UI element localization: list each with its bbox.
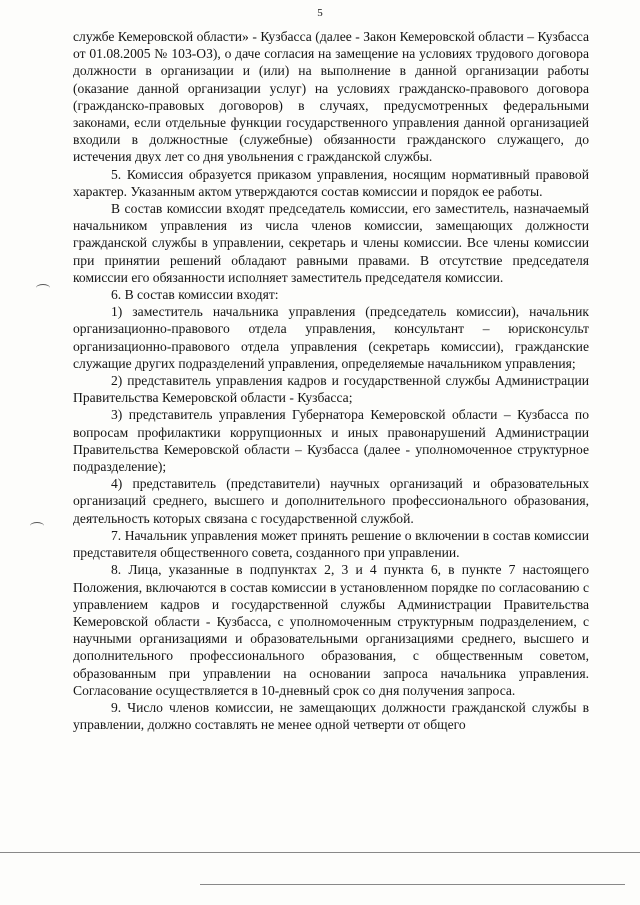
scan-line — [0, 852, 640, 853]
paragraph-commission-members: В состав комиссии входят председатель комиссии, его заместитель, назначаемый начальником управления из числа членов комиссии, замещающих должности гражданской службы в управлении, секретарь и члены комиссии. Все члены комиссии при принятии решений обладают равными правами. В отсутствие председателя комиссии его обязанности исполняет заместитель председателя комиссии. — [73, 201, 589, 285]
subitem-3: 3) представитель управления Губернатора Кемеровской области – Кузбасса по вопросам профилактики коррупционных и иных правонарушений Администрации Правительства Кемеровской области – Кузбасса (далее - уполномоченное структурное подразделение); — [73, 407, 589, 475]
document-body — [73, 28, 589, 733]
paragraph-item-5: 5. Комиссия образуется приказом управления, носящим нормативный правовой характер. Указанным актом утверждаются состав комиссии и порядок ее работы. — [73, 166, 589, 199]
paragraph-continuation: службе Кемеровской области» - Кузбасса (далее - Закон Кемеровской области – Кузбасса от 01.08.2005 № 103-ОЗ), о даче согласия на замещение на условиях трудового договора должности в организации и (или) на выполнение в данной организации работы (оказание данной организации услуг) на условиях гражданско-правового договора (гражданско-правовых договоров) в случаях, предусмотренных федеральными законами, если отдельные функции государственного управления данной организацией входили в должностные (служебные) обязанности гражданского служащего, до истечения двух лет со дня увольнения с гражданской службы. — [73, 29, 589, 165]
scan-line — [200, 884, 625, 885]
subitem-2: 2) представитель управления кадров и государственной службы Администрации Правительства Кемеровской области - Кузбасса; — [73, 373, 589, 406]
margin-mark — [30, 522, 44, 530]
paragraph-item-9: 9. Число членов комиссии, не замещающих должности гражданской службы в управлении, должно составлять не менее одной четверти от общего — [73, 699, 589, 733]
subitem-1: 1) заместитель начальника управления (председатель комиссии), начальник организационно-правового отдела управления, консультант – юрисконсульт организационно-правового отдела управления (секретарь комиссии), гражданские служащие других подразделений управления, определяемые начальником управления; — [73, 304, 589, 371]
subitem-4: 4) представитель (представители) научных организаций и образовательных организаций среднего, высшего и дополнительного профессионального образования, деятельность которых связана с государственной службой. — [73, 476, 589, 526]
paragraph-item-8: 8. Лица, указанные в подпунктах 2, 3 и 4 пункта 6, в пункте 7 настоящего Положения, включаются в состав комиссии в установленном порядке по согласованию с управлением кадров и государственной службы Администрации Правительства Кемеровской области - Кузбасса, с уполномоченным структурным подразделением, с научными организациями и образовательными организациями среднего, высшего и дополнительного профессионального образования, с общественным советом, образованным при управлении на основании запроса начальника управления. Согласование осуществляется в 10-дневный срок со дня получения запроса. — [73, 562, 589, 698]
margin-mark — [36, 284, 50, 292]
page-number: 5 — [317, 7, 323, 19]
paragraph-item-7: 7. Начальник управления может принять решение о включении в состав комиссии представителя общественного совета, созданного при управлении. — [73, 527, 589, 561]
paragraph-item-6: 6. В состав комиссии входят: — [111, 287, 279, 303]
